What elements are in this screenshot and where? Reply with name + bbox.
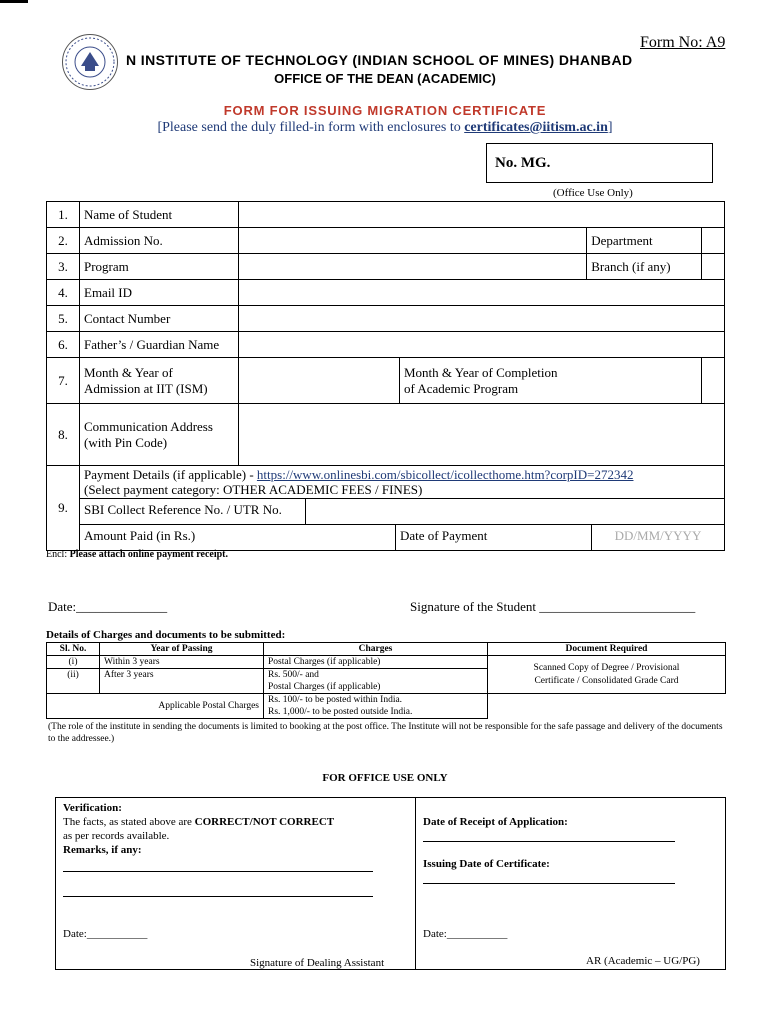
sbi-ref-row [80,498,724,524]
issuing-line[interactable] [423,870,675,884]
send-instruction [0,120,770,136]
name-field[interactable] [239,202,725,228]
mg-number-box [486,143,713,183]
student-signature: Signature of the Student ________________________ [410,599,696,614]
field-label: Name of Student [80,202,239,228]
office-date-left: Date:___________ [63,928,148,940]
field-label: Father’s / Guardian Name [80,332,239,358]
office-use-note: (Office Use Only) [553,187,633,199]
charges-title: Details of Charges and documents to be submitted: [46,629,286,641]
postal-label: Applicable Postal Charges [47,694,264,719]
issuing-label: Issuing Date of Certificate: [423,858,550,870]
ar-signature: AR (Academic – UG/PG) [586,955,700,967]
col-sl: Sl. No. [47,643,100,656]
facts-bold: CORRECT/NOT CORRECT [194,816,335,828]
encl-text: Please attach online payment receipt. [69,549,229,560]
row-number: 9. [47,466,80,551]
office-name: OFFICE OF THE DEAN (ACADEMIC) [274,71,496,86]
empty-cell [488,694,726,719]
col-charges: Charges [264,643,488,656]
field-label: Contact Number [80,306,239,332]
payment-prefix: Payment Details (if applicable) - [84,467,257,482]
student-date: Date:______________ [48,599,168,614]
postal-line: Rs. 1,000/- to be posted outside India. [268,707,413,717]
cell-charge [264,669,488,694]
charge-line: Postal Charges (if applicable) [268,682,381,692]
sbi-ref-label: SBI Collect Reference No. / UTR No. [80,499,306,524]
amount-row [80,524,724,550]
row-address [47,404,725,466]
payment-details [80,466,724,498]
row-payment [47,466,725,551]
sbi-ref-field[interactable] [306,499,724,524]
cell-year: Within 3 years [100,656,264,669]
dealing-assistant-signature: Signature of Dealing Assistant [250,957,385,969]
payment-date-label: Date of Payment [396,525,592,550]
row-number: 4. [47,280,80,306]
admission-field[interactable] [239,228,587,254]
col-document: Document Required [488,643,726,656]
office-heading: FOR OFFICE USE ONLY [322,772,448,784]
address-field[interactable] [239,404,725,466]
encl-prefix: Encl: [46,549,68,560]
row-number: 7. [47,358,80,404]
contact-field[interactable] [239,306,725,332]
receipt-label: Date of Receipt of Application: [423,816,568,828]
row-contact [47,306,725,332]
form-title: FORM FOR ISSUING MIGRATION CERTIFICATE [223,103,547,118]
row-admission-date [47,358,725,404]
verification-label: Verification: [63,802,122,814]
doc-line: Certificate / Consolidated Grade Card [534,675,679,686]
send-suffix: ] [607,120,613,135]
cell-sl: (i) [47,656,100,669]
field-label: Program [80,254,239,280]
cell-charge: Postal Charges (if applicable) [264,656,488,669]
label-line: Month & Year of [84,364,173,380]
payment-category: (Select payment category: OTHER ACADEMIC FEES / FINES) [84,482,423,497]
label-line: Communication Address [84,418,213,434]
charges-row [47,656,726,669]
row-number: 1. [47,202,80,228]
row-name [47,202,725,228]
row-email [47,280,725,306]
charge-line: Rs. 500/- and [268,670,319,680]
row-number: 5. [47,306,80,332]
guardian-field[interactable] [239,332,725,358]
corner-mark [0,0,28,3]
department-field[interactable] [702,228,725,254]
field-label: Email ID [80,280,239,306]
send-prefix: [Please send the duly filled-in form with enclosures to [157,120,465,135]
payment-cell [80,466,725,551]
program-field[interactable] [239,254,587,280]
student-details-table [46,201,725,551]
admission-date-field[interactable] [239,358,400,404]
email-field[interactable] [239,280,725,306]
completion-date-field[interactable] [702,358,725,404]
mg-label: No. MG. [495,155,551,171]
office-date-right: Date:___________ [423,928,508,940]
institute-name: N INSTITUTE OF TECHNOLOGY (INDIAN SCHOOL OF MINES) DHANBAD [126,52,633,68]
branch-field[interactable] [702,254,725,280]
postal-values [264,694,488,719]
label-line: Admission at IIT (ISM) [84,380,208,396]
field-label: Branch (if any) [587,254,702,280]
col-year: Year of Passing [100,643,264,656]
label-line: (with Pin Code) [84,434,168,450]
cell-document [488,656,726,694]
postal-row [47,694,726,719]
remarks-line[interactable] [63,857,373,872]
row-number: 2. [47,228,80,254]
row-number: 8. [47,404,80,466]
payment-date-field[interactable]: DD/MM/YYYY [614,528,702,543]
cell-sl: (ii) [47,669,100,694]
row-program [47,254,725,280]
remarks-label: Remarks, if any: [63,844,142,856]
cell-year: After 3 years [100,669,264,694]
field-label: Admission No. [80,228,239,254]
field-label [80,358,239,404]
row-number: 6. [47,332,80,358]
disclaimer: (The role of the institute in sending the documents is limited to booking at the post office. The Institute will not be responsible for the safe passage and delivery of the documents to the addressee.) [48,722,723,744]
label-line: Month & Year of Completion [404,364,558,380]
verification-block [63,801,408,901]
charges-table [46,642,726,719]
field-label [80,404,239,466]
amount-label: Amount Paid (in Rs.) [80,525,396,550]
form-number: Form No: A9 [640,34,726,51]
row-guardian [47,332,725,358]
receipt-line[interactable] [423,829,675,842]
remarks-line[interactable] [63,876,373,897]
field-label [400,358,702,404]
facts-text: The facts, as stated above are [63,816,195,828]
field-label: Department [587,228,702,254]
row-admission [47,228,725,254]
label-line: of Academic Program [404,380,519,396]
office-divider [415,797,416,970]
email-link[interactable]: certificates@iitism.ac.in [464,120,608,135]
facts-text: as per records available. [63,830,170,842]
row-number: 3. [47,254,80,280]
charges-header-row [47,643,726,656]
enclosure-note [46,549,228,560]
postal-line: Rs. 100/- to be posted within India. [268,695,403,705]
doc-line: Scanned Copy of Degree / Provisional [533,662,680,673]
payment-link[interactable]: https://www.onlinesbi.com/sbicollect/icollecthome.htm?corpID=272342 [256,467,634,482]
